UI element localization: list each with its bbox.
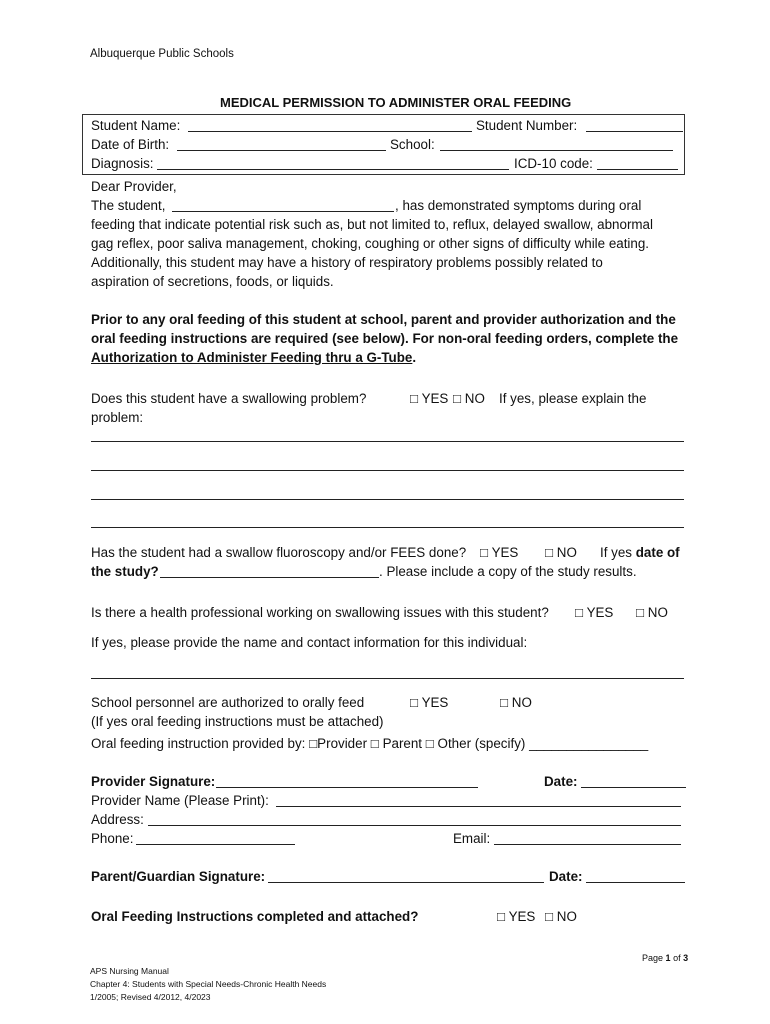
page-number (642, 953, 688, 963)
instructions-no-checkbox[interactable]: □ NO (545, 909, 577, 924)
letter-line2: feeding that indicate potential risk such as, but not limited to, reflux, delayed swallow, abnormal (91, 217, 653, 232)
school-label: School: (390, 137, 435, 152)
parent-signature-label: Parent/Guardian Signature: (91, 869, 266, 884)
school-field[interactable] (440, 150, 673, 151)
provider-signature-label: Provider Signature: (91, 774, 216, 789)
fluoro-date-field[interactable] (160, 577, 379, 578)
professional-followup: If yes, please provide the name and contact information for this individual: (91, 635, 528, 650)
page-label: Page (642, 953, 664, 963)
gtube-authorization-link[interactable]: Authorization to Administer Feeding thru a G-Tube (91, 350, 413, 365)
letter-line1-prefix: The student, (91, 198, 166, 213)
instructions-yes-checkbox[interactable]: □ YES (497, 909, 536, 924)
letter-line4: Additionally, this student may have a history of respiratory problems possibly related to (91, 255, 603, 270)
org-header: Albuquerque Public Schools (90, 48, 234, 60)
fluoro-no-checkbox[interactable]: □ NO (545, 545, 577, 560)
diagnosis-label: Diagnosis: (91, 156, 154, 171)
fluoro-date-if-yes: If yes (600, 545, 632, 560)
authorization-no-checkbox[interactable]: □ NO (500, 695, 532, 710)
fluoro-date-prefix (600, 544, 680, 561)
dob-field[interactable] (177, 150, 386, 151)
student-number-label: Student Number: (476, 118, 578, 133)
address-label: Address: (91, 812, 144, 827)
notice-line1: Prior to any oral feeding of this student at school, parent and provider authorization and the (91, 312, 676, 327)
authorization-note: (If yes oral feeding instructions must be attached) (91, 714, 384, 729)
swallow-followup: If yes, please explain the (499, 391, 647, 406)
provider-name-label: Provider Name (Please Print): (91, 793, 269, 808)
swallow-yes-checkbox[interactable]: □ YES (410, 391, 449, 406)
fluoro-date-bold: date of (635, 545, 680, 560)
notice-line2: oral feeding instructions are required (see below). For non-oral feeding orders, complete the (91, 331, 679, 346)
swallow-explain-line-1[interactable] (91, 441, 684, 442)
parent-date-field[interactable] (586, 882, 685, 883)
swallow-no-checkbox[interactable]: □ NO (453, 391, 485, 406)
footer-chapter: Chapter 4: Students with Special Needs-Chronic Health Needs (90, 979, 327, 989)
email-label: Email: (453, 831, 491, 846)
diagnosis-field[interactable] (157, 169, 509, 170)
swallow-explain-line-2[interactable] (91, 470, 684, 471)
provider-name-field[interactable] (276, 806, 681, 807)
footer-revised: 1/2005; Revised 4/2012, 4/2023 (90, 992, 211, 1002)
swallow-followup-2: problem: (91, 410, 144, 425)
notice-line3 (91, 349, 416, 366)
provider-date-label: Date: (544, 774, 578, 789)
professional-question: Is there a health professional working on swallowing issues with this student? (91, 605, 549, 620)
phone-label: Phone: (91, 831, 134, 846)
instructions-check-label: Oral Feeding Instructions completed and attached? (91, 909, 419, 924)
fluoro-copy-note: . Please include a copy of the study results. (379, 564, 637, 579)
letter-line1-suffix: , has demonstrated symptoms during oral (395, 198, 642, 213)
authorization-yes-checkbox[interactable]: □ YES (410, 695, 449, 710)
professional-yes-checkbox[interactable]: □ YES (575, 605, 614, 620)
footer-manual: APS Nursing Manual (90, 966, 169, 976)
professional-contact-line[interactable] (91, 678, 684, 679)
professional-no-checkbox[interactable]: □ NO (636, 605, 668, 620)
student-name-field[interactable] (188, 131, 472, 132)
page-title: MEDICAL PERMISSION TO ADMINISTER ORAL FEEDING (220, 95, 572, 110)
icd-field[interactable] (597, 169, 678, 170)
parent-date-label: Date: (549, 869, 583, 884)
instruction-provided-by[interactable]: Oral feeding instruction provided by: □Provider □ Parent □ Other (specify) ________________ (91, 736, 649, 751)
swallow-question: Does this student have a swallowing problem? (91, 391, 367, 406)
page-total: 3 (683, 953, 689, 963)
address-field[interactable] (148, 825, 681, 826)
provider-date-field[interactable] (581, 787, 686, 788)
letter-line3: gag reflex, poor saliva management, choking, coughing or other signs of difficulty while eating. (91, 236, 650, 251)
email-field[interactable] (494, 844, 681, 845)
authorization-label: School personnel are authorized to orally feed (91, 695, 365, 710)
fluoro-question: Has the student had a swallow fluoroscopy and/or FEES done? (91, 545, 467, 560)
fluoro-date-bold-2: the study? (91, 564, 159, 579)
swallow-explain-line-3[interactable] (91, 499, 684, 500)
student-number-field[interactable] (586, 131, 683, 132)
fluoro-yes-checkbox[interactable]: □ YES (480, 545, 519, 560)
provider-signature-field[interactable] (216, 787, 478, 788)
greeting: Dear Provider, (91, 179, 177, 194)
letter-line5: aspiration of secretions, foods, or liquids. (91, 274, 334, 289)
phone-field[interactable] (136, 844, 295, 845)
page-current: 1 (665, 953, 671, 963)
swallow-explain-line-4[interactable] (91, 527, 684, 528)
icd-label: ICD-10 code: (514, 156, 593, 171)
dob-label: Date of Birth: (91, 137, 170, 152)
student-name-inline-field[interactable] (172, 211, 394, 212)
student-name-label: Student Name: (91, 118, 181, 133)
parent-signature-field[interactable] (268, 882, 544, 883)
notice-period: . (412, 350, 417, 365)
page-of: of (673, 953, 681, 963)
